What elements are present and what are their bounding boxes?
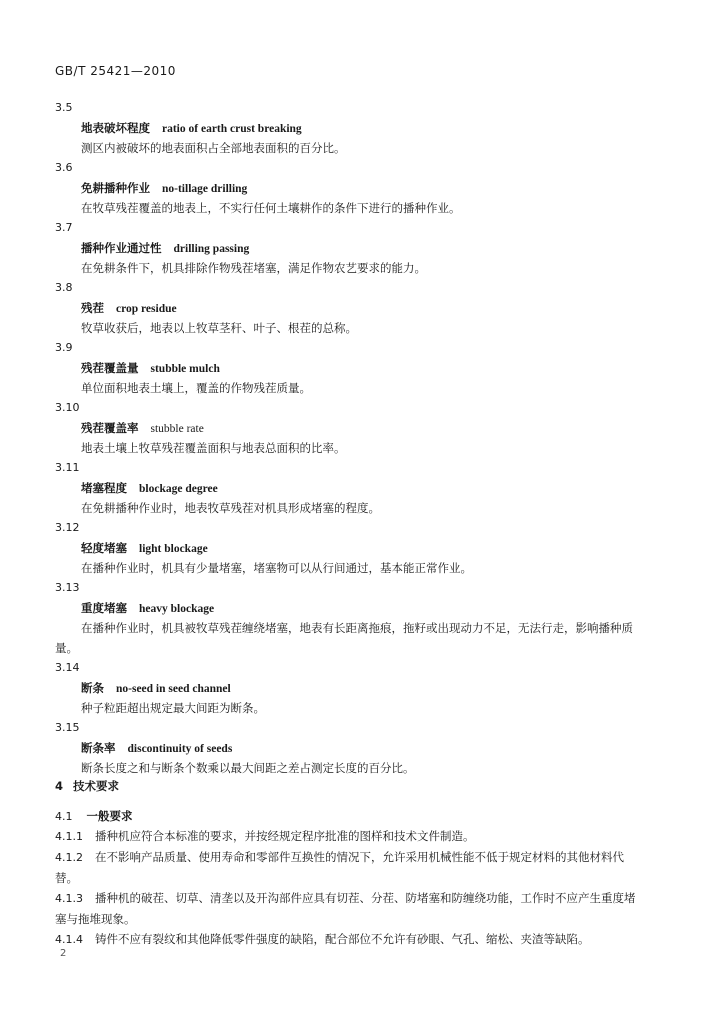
term-english: discontinuity of seeds	[127, 743, 233, 755]
term-entry	[55, 98, 645, 158]
term-entry	[55, 218, 645, 278]
subsection-heading	[55, 806, 645, 826]
term-number: 3.10	[55, 401, 80, 414]
term-entry	[55, 278, 645, 338]
section-title: 技术要求	[73, 779, 120, 793]
clause-number: 4.1.3	[55, 892, 83, 905]
subsection-title: 一般要求	[86, 809, 133, 823]
term-entry	[55, 658, 645, 718]
term-chinese: 断条率	[81, 741, 116, 755]
term-chinese: 轻度堵塞	[81, 541, 127, 555]
term-entry	[55, 458, 645, 518]
clause-item	[55, 826, 645, 847]
term-definition: 地表土壤上牧草残茬覆盖面积与地表总面积的比率。	[81, 441, 346, 455]
term-chinese: 免耕播种作业	[81, 181, 150, 195]
clause-text: 播种机的破茬、切草、清垄以及开沟部件应具有切茬、分茬、防堵塞和防缠绕功能，工作时不应产生重度堵塞与拖堆现象。	[55, 891, 636, 926]
term-number: 3.13	[55, 581, 80, 594]
term-entry	[55, 518, 645, 578]
term-definition: 在播种作业时，机具被牧草残茬缠绕堵塞，地表有长距离拖痕，拖籽或出现动力不足，无法行走，影响播种质量。	[55, 621, 633, 655]
section-number: 4	[55, 779, 64, 793]
term-entry	[55, 338, 645, 398]
clause-text: 在不影响产品质量、使用寿命和零部件互换性的情况下，允许采用机械性能不低于规定材料的其他材料代替。	[55, 850, 624, 885]
term-english: no-seed in seed channel	[116, 683, 231, 695]
term-chinese: 残茬覆盖量	[81, 361, 139, 375]
term-number: 3.12	[55, 521, 80, 534]
clause-item	[55, 888, 645, 929]
term-definition: 在播种作业时，机具有少量堵塞，堵塞物可以从行间通过，基本能正常作业。	[81, 561, 472, 575]
term-entry	[55, 158, 645, 218]
term-chinese: 残茬覆盖率	[81, 421, 139, 435]
term-english: stubble rate	[150, 423, 204, 435]
term-number: 3.8	[55, 281, 73, 294]
terms-list	[55, 98, 645, 778]
section-heading	[55, 778, 119, 794]
term-number: 3.14	[55, 661, 80, 674]
clause-item	[55, 847, 645, 888]
term-definition: 在牧草残茬覆盖的地表上，不实行任何土壤耕作的条件下进行的播种作业。	[81, 201, 461, 215]
term-chinese: 残茬	[81, 301, 104, 315]
term-chinese: 断条	[81, 681, 104, 695]
term-english: drilling passing	[173, 243, 250, 255]
term-chinese: 堵塞程度	[81, 481, 127, 495]
term-number: 3.11	[55, 461, 80, 474]
term-definition: 断条长度之和与断条个数乘以最大间距之差占测定长度的百分比。	[81, 761, 415, 775]
standard-code: GB/T 25421—2010	[55, 64, 176, 78]
clause-number: 4.1.2	[55, 851, 83, 864]
term-number: 3.9	[55, 341, 73, 354]
term-definition: 在免耕播种作业时，地表牧草残茬对机具形成堵塞的程度。	[81, 501, 380, 515]
term-definition: 在免耕条件下，机具排除作物残茬堵塞，满足作物农艺要求的能力。	[81, 261, 426, 275]
term-english: blockage degree	[139, 483, 218, 495]
term-chinese: 地表破坏程度	[81, 121, 150, 135]
term-definition: 单位面积地表土壤上，覆盖的作物残茬质量。	[81, 381, 311, 395]
term-entry	[55, 718, 645, 778]
clause-number: 4.1.1	[55, 830, 83, 843]
term-number: 3.5	[55, 101, 73, 114]
term-chinese: 重度堵塞	[81, 601, 127, 615]
clauses-list	[55, 806, 645, 950]
term-english: heavy blockage	[139, 603, 215, 615]
term-number: 3.15	[55, 721, 80, 734]
clause-text: 铸件不应有裂纹和其他降低零件强度的缺陷，配合部位不允许有砂眼、气孔、缩松、夹渣等缺陷。	[95, 932, 590, 946]
term-english: ratio of earth crust breaking	[162, 123, 302, 135]
term-definition: 种子粒距超出规定最大间距为断条。	[81, 701, 265, 715]
term-number: 3.6	[55, 161, 73, 174]
term-chinese: 播种作业通过性	[81, 241, 162, 255]
term-english: crop residue	[116, 303, 177, 315]
term-definition: 测区内被破坏的地表面积占全部地表面积的百分比。	[81, 141, 346, 155]
term-number: 3.7	[55, 221, 73, 234]
clause-item	[55, 929, 645, 950]
clause-number: 4.1.4	[55, 933, 83, 946]
clause-text: 播种机应符合本标准的要求，并按经规定程序批准的图样和技术文件制造。	[95, 829, 475, 843]
term-english: stubble mulch	[150, 363, 220, 375]
term-entry	[55, 398, 645, 458]
term-english: no-tillage drilling	[162, 183, 248, 195]
term-english: light blockage	[139, 543, 208, 555]
term-definition: 牧草收获后，地表以上牧草茎秆、叶子、根茬的总称。	[81, 321, 357, 335]
term-entry	[55, 578, 645, 658]
page-number: 2	[60, 948, 67, 959]
subsection-number: 4.1	[55, 810, 73, 823]
